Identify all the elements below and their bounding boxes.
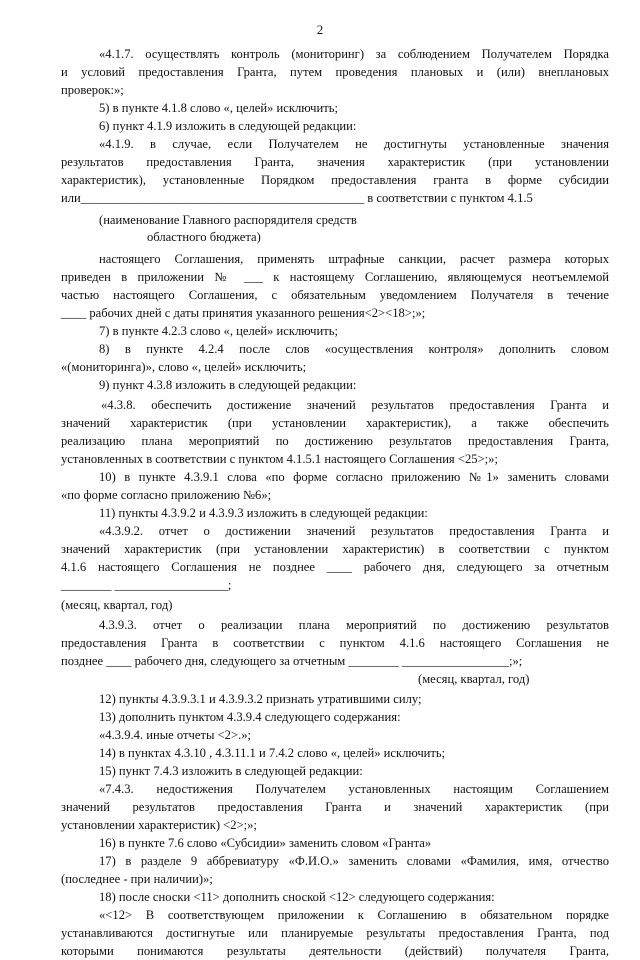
text-line: которыми понимаются результаты деятельности (действий) получателя Гранта,: [61, 944, 609, 958]
text-line: реализацию плана мероприятий по достижению результатов предоставления Гранта,: [61, 434, 609, 448]
text-line: установленных в соответствии с пунктом 4.1.5.1 настоящего Соглашения <25>;»;: [61, 452, 498, 466]
text-line: приведен в приложении № ___ к настоящему Соглашению, являющемуся неотъемлемой: [61, 270, 609, 284]
text-line: 13) дополнить пунктом 4.3.9.4 следующего содержания:: [99, 710, 401, 724]
text-line: ________ __________________;: [61, 578, 232, 592]
text-line: 5) в пункте 4.1.8 слово «, целей» исключить;: [99, 101, 338, 115]
text-line: 12) пункты 4.3.9.3.1 и 4.3.9.3.2 признать утратившими силу;: [99, 692, 422, 706]
text-line: «4.3.9.2. отчет о достижении значений результатов предоставления Гранта и: [99, 524, 609, 538]
text-line: 16) в пункте 7.6 слово «Субсидии» заменить словом «Гранта»: [99, 836, 432, 850]
footnote-label: (месяц, квартал, год): [418, 672, 530, 686]
text-line: «по форме согласно приложению №6»;: [61, 488, 272, 502]
text-line: 7) в пункте 4.2.3 слово «, целей» исключить;: [99, 324, 338, 338]
text-line: 9) пункт 4.3.8 изложить в следующей редакции:: [99, 378, 357, 392]
text-line: 18) после сноски <11> дополнить сноской <12> следующего содержания:: [99, 890, 495, 904]
text-line: характеристик), установленные Порядком предоставления гранта в форме субсидии: [61, 173, 609, 187]
text-line: значений характеристик (при установлении характеристик), а также обеспечить: [61, 416, 609, 430]
text-line: 11) пункты 4.3.9.2 и 4.3.9.3 изложить в следующей редакции:: [99, 506, 428, 520]
text-line: «7.4.3. недостижения Получателем установленных настоящим Соглашением: [99, 782, 609, 796]
text-line: «4.1.9. в случае, если Получателем не достигнуты установленные значения: [99, 137, 609, 151]
text-line: «4.1.7. осуществлять контроль (мониторинг) за соблюдением Получателем Порядка: [99, 47, 609, 61]
footnote-label: областного бюджета): [147, 230, 261, 244]
text-line: 14) в пунктах 4.3.10 , 4.3.11.1 и 7.4.2 слово «, целей» исключить;: [99, 746, 446, 760]
page-number: 2: [316, 22, 324, 37]
text-line: 4.1.6 настоящего Соглашения не позднее ____ рабочего дня, следующего за отчетным: [61, 560, 609, 574]
text-line: 10) в пункте 4.3.9.1 слова «по форме согласно приложению №1» заменить словами: [99, 470, 609, 484]
text-line: значений характеристик (при установлении характеристик) в соответствии с пунктом: [61, 542, 609, 556]
text-line: 17) в разделе 9 аббревиатуру «Ф.И.О.» заменить словами «Фамилия, имя, отчество: [99, 854, 609, 868]
text-line: устанавливаются достигнутые или планируемые результаты предоставления Гранта, под: [61, 926, 609, 940]
text-line: «4.3.9.4. иные отчеты <2>.»;: [99, 728, 252, 742]
text-line: и условий предоставления Гранта, путем проведения плановых и (или) внеплановых: [61, 65, 609, 79]
text-line: настоящего Соглашения, применять штрафные санкции, расчет размера которых: [99, 252, 609, 266]
text-line: проверок:»;: [61, 83, 124, 97]
text-line: 15) пункт 7.4.3 изложить в следующей редакции:: [99, 764, 363, 778]
footnote-label: (наименование Главного распорядителя средств: [99, 213, 357, 227]
text-line: предоставления Гранта в соответствии с пунктом 4.1.6 настоящего Соглашения не: [61, 636, 609, 650]
text-line: установлении характеристик) <2>;»;: [61, 818, 257, 832]
text-line: «<12> В соответствующем приложении к Соглашению в обязательном порядке: [99, 908, 609, 922]
footnote-label: (месяц, квартал, год): [61, 598, 173, 612]
text-line: результатов предоставления Гранта, значения характеристик (при установлении: [61, 155, 609, 169]
text-line: значений результатов предоставления Гранта и значений характеристик (при: [61, 800, 609, 814]
text-line: (последнее - при наличии)»;: [61, 872, 213, 886]
text-line: «4.3.8. обеспечить достижение значений результатов предоставления Гранта и: [101, 398, 609, 412]
text-line: 6) пункт 4.1.9 изложить в следующей редакции:: [99, 119, 357, 133]
text-line: 8) в пункте 4.2.4 после слов «осуществления контроля» дополнить словом: [99, 342, 609, 356]
text-line: «(мониторинга)», слово «, целей» исключить;: [61, 360, 307, 374]
text-line: частью настоящего Соглашения, с обязательным уведомлением Получателя в течение: [61, 288, 609, 302]
text-line: 4.3.9.3. отчет о реализации плана мероприятий по достижению результатов: [99, 618, 609, 632]
text-line: позднее ____ рабочего дня, следующего за отчетным ________ _________________;»;: [61, 654, 523, 668]
text-line: ____ рабочих дней с даты принятия указанного решения<2><18>;»;: [61, 306, 426, 320]
text-line: или_____________________________________________ в соответствии с пунктом 4.1.5: [61, 191, 533, 205]
